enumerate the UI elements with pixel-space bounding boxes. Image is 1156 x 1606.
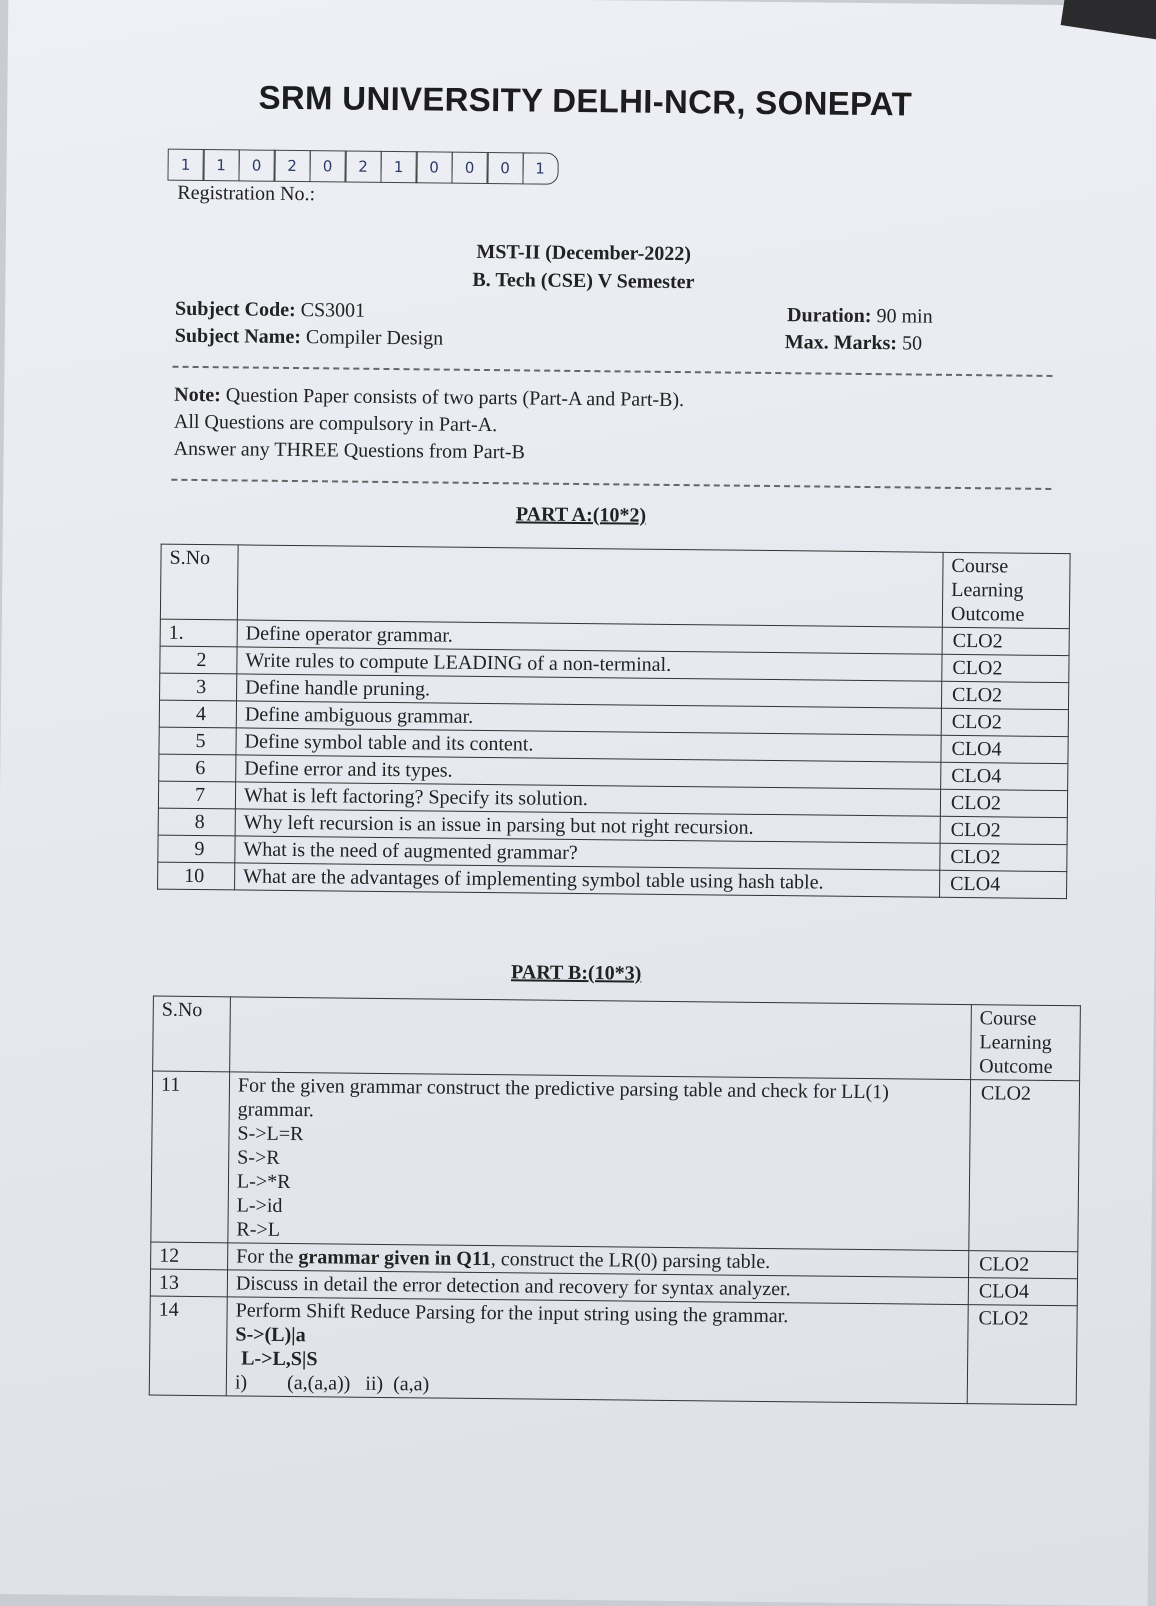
reg-digit-box: 0 [451, 152, 488, 184]
reg-digit-box: 0 [309, 150, 346, 182]
question-number: 10 [158, 862, 235, 890]
question-number: 8 [158, 808, 235, 836]
question-clo: CLO4 [940, 870, 1067, 898]
question-text: Define symbol table and its content. [236, 728, 941, 762]
duration [787, 304, 933, 329]
question-clo: CLO2 [942, 627, 1069, 655]
question-text: What is the need of augmented grammar? [235, 836, 940, 870]
reg-digit-box: 2 [273, 150, 310, 182]
clo-header-line: Learning [951, 578, 1024, 602]
grammar-rule: R->L [236, 1218, 281, 1241]
program-title: B. Tech (CSE) V Semester [472, 268, 695, 294]
table-header-row [153, 996, 1081, 1081]
question-text: Define ambiguous grammar. [236, 701, 941, 735]
question-line: Perform Shift Reduce Parsing for the input string using the grammar. [235, 1299, 789, 1328]
subject-name [175, 325, 444, 351]
clo-header-line: Outcome [950, 602, 1025, 626]
table-row [149, 1296, 1077, 1405]
max-marks-label: Max. Marks: [784, 331, 898, 355]
question-clo: CLO2 [941, 681, 1068, 709]
question-clo: CLO2 [969, 1251, 1078, 1279]
reg-digit-box: 1 [202, 149, 239, 181]
note-label: Note: [174, 383, 221, 407]
reg-digit-box: 0 [415, 151, 452, 183]
clo-header-line: Course [951, 554, 1009, 578]
sno-header: S.No [160, 544, 238, 620]
exam-title: MST-II (December-2022) [476, 240, 692, 266]
question-line: For the given grammar construct the predictive parsing table and check for LL(1) [237, 1074, 889, 1104]
question-clo: CLO4 [968, 1278, 1077, 1306]
question-text: Why left recursion is an issue in parsing but not right recursion. [235, 809, 940, 843]
clo-header [942, 552, 1070, 628]
subject-code-label: Subject Code: [175, 297, 296, 322]
part-b-table [149, 996, 1081, 1406]
reg-digit-box: 1 [167, 149, 204, 181]
part-a-title: PART A:(10*2) [515, 503, 647, 527]
clo-header-line: Outcome [979, 1055, 1053, 1078]
divider [173, 366, 1053, 377]
table-header-row [160, 544, 1070, 629]
grammar-rule: L->L,S|S [241, 1347, 318, 1371]
question-number: 5 [159, 727, 236, 755]
reg-digit-box: 0 [486, 152, 523, 184]
grammar-rule: L->*R [236, 1170, 291, 1194]
question-clo: CLO4 [941, 762, 1068, 790]
question-clo: CLO2 [967, 1305, 1077, 1405]
question-clo: CLO2 [969, 1080, 1080, 1252]
q12-post: , construct the LR(0) parsing table. [490, 1248, 771, 1274]
subject-code [175, 298, 365, 323]
question-text: Write rules to compute LEADING of a non-terminal. [237, 647, 942, 681]
question-clo: CLO4 [941, 735, 1068, 763]
question-text [226, 1297, 968, 1404]
question-text: Discuss in detail the error detection and recovery for syntax analyzer. [227, 1270, 968, 1305]
question-number: 6 [159, 754, 236, 782]
question-clo: CLO2 [940, 789, 1067, 817]
reg-digit-box: 1 [522, 152, 558, 184]
question-line: grammar. [237, 1098, 314, 1122]
table-row [151, 1071, 1080, 1252]
divider [171, 479, 1051, 490]
part-a-table [157, 544, 1071, 900]
note-block [174, 382, 685, 468]
q12-bold: grammar given in Q11 [298, 1246, 491, 1271]
question-text: Define error and its types. [236, 755, 941, 789]
part-b-title: PART B:(10*3) [510, 961, 642, 985]
question-number: 14 [149, 1296, 227, 1396]
duration-value: 90 min [876, 305, 933, 328]
question-text: Define handle pruning. [237, 674, 942, 708]
subject-name-label: Subject Name: [174, 324, 302, 349]
subject-name-value: Compiler Design [305, 326, 444, 350]
question-text [228, 1072, 971, 1251]
reg-digit-box: 1 [380, 151, 417, 183]
q12-pre: For the [236, 1245, 299, 1269]
question-clo: CLO2 [942, 654, 1069, 682]
question-number: 11 [151, 1071, 230, 1243]
question-number: 9 [158, 835, 235, 863]
question-clo: CLO2 [941, 708, 1068, 736]
reg-digit-box: 2 [344, 151, 381, 183]
question-header [230, 997, 972, 1080]
clo-header-line: Learning [979, 1031, 1052, 1054]
note-line-1: Question Paper consists of two parts (Part-A and Part-B). [225, 384, 685, 412]
question-clo: CLO2 [940, 843, 1067, 871]
reg-digit-box: 0 [238, 149, 275, 181]
question-text: What is left factoring? Specify its solution. [235, 782, 940, 816]
grammar-rule: S->(L)|a [235, 1323, 306, 1347]
question-number: 7 [158, 781, 235, 809]
max-marks [785, 331, 922, 355]
question-number: 3 [160, 673, 237, 701]
registration-number-boxes [168, 149, 558, 185]
note-line-3: Answer any THREE Questions from Part-B [173, 437, 526, 464]
question-text: Define operator grammar. [237, 620, 942, 654]
question-number: 12 [151, 1242, 228, 1270]
subject-code-value: CS3001 [300, 299, 366, 322]
max-marks-value: 50 [901, 332, 923, 355]
question-number: 2 [160, 646, 237, 674]
clo-header [971, 1005, 1081, 1081]
university-title: SRM UNIVERSITY DELHI-NCR, SONEPAT [258, 78, 913, 123]
question-number: 4 [159, 700, 236, 728]
input-strings: i) (a,(a,a)) ii) (a,a) [234, 1371, 430, 1396]
clo-header-line: Course [979, 1007, 1037, 1030]
background-corner [1061, 0, 1156, 46]
duration-label: Duration: [786, 304, 872, 328]
grammar-rule: S->R [237, 1146, 280, 1169]
question-number: 13 [150, 1269, 227, 1297]
question-text: What are the advantages of implementing symbol table using hash table. [235, 863, 940, 897]
sno-header: S.No [153, 996, 231, 1072]
note-line-2: All Questions are compulsory in Part-A. [173, 410, 498, 437]
question-clo: CLO2 [940, 816, 1067, 844]
question-number: 1. [160, 619, 237, 647]
grammar-rule: S->L=R [237, 1122, 304, 1146]
question-header [237, 545, 943, 627]
grammar-rule: L->id [236, 1194, 283, 1217]
registration-label: Registration No.: [177, 181, 316, 206]
